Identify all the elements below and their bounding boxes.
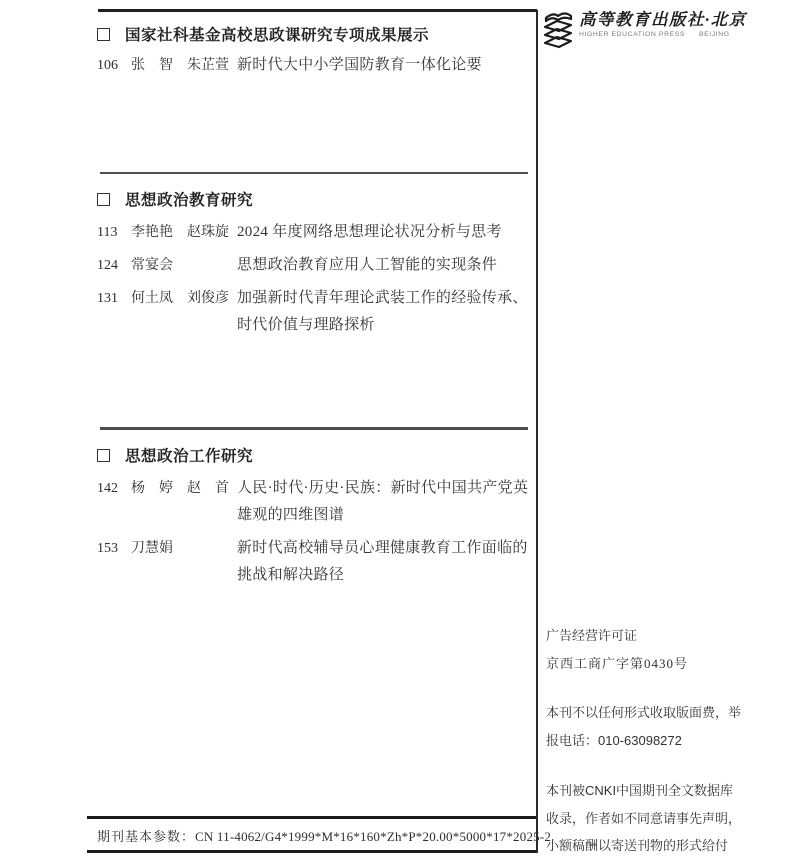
no-fee-line1: 本刊不以任何形式收取版面费，举 <box>546 705 742 720</box>
ad-license-number: 京西工商广字第0430号 <box>546 656 689 671</box>
page-number: 131 <box>97 291 118 306</box>
cnki-line1: 本刊被CNKI中国期刊全文数据库 <box>546 783 734 798</box>
section-title: 思想政治教育研究 <box>125 192 254 209</box>
publisher-city: BEIJING <box>698 31 730 38</box>
authors: 常宴会 <box>131 258 173 273</box>
authors: 李艳艳 赵珠旋 <box>131 225 229 240</box>
article-title: 人民·时代·历史·民族：新时代中国共产党英雄观的四维图谱 <box>237 480 529 523</box>
section-divider-1 <box>100 172 528 174</box>
section-header-work-research <box>97 445 253 465</box>
ad-license-notice <box>546 622 796 678</box>
toc-item <box>97 475 537 529</box>
publisher-name-en: HIGHER EDUCATION PRESS BEIJING <box>579 31 730 38</box>
section-divider-2 <box>100 427 528 430</box>
section-title: 国家社科基金高校思政课研究专项成果展示 <box>125 27 430 44</box>
toc-item <box>97 52 537 79</box>
publisher-logo <box>541 10 797 54</box>
authors: 张 智 朱芷萱 <box>131 58 229 73</box>
article-title: 加强新时代青年理论武装工作的经验传承、时代价值与理路探析 <box>237 290 528 333</box>
authors: 杨 婷 赵 首 <box>131 481 229 496</box>
page-number: 124 <box>97 258 118 273</box>
article-title: 新时代大中小学国防教育一体化论要 <box>237 57 482 73</box>
article-title: 2024 年度网络思想理论状况分析与思考 <box>237 224 502 240</box>
stacked-books-icon <box>541 10 575 52</box>
page-number: 142 <box>97 481 118 496</box>
section-marker-square-icon <box>97 449 110 462</box>
page-number: 113 <box>97 225 118 240</box>
toc-item <box>97 285 537 339</box>
toc-item <box>97 252 537 279</box>
section-marker-square-icon <box>97 193 110 206</box>
vertical-divider <box>536 10 538 853</box>
authors: 刀慧娟 <box>131 541 173 556</box>
page-number: 106 <box>97 58 118 73</box>
journal-basic-parameters <box>97 826 552 845</box>
journal-params-value: CN 11-4062/G4*1999*M*16*160*Zh*P*20.00*5000*17*2025-2 <box>195 829 552 844</box>
journal-params-rule-bottom <box>87 850 536 853</box>
journal-params-rule-top <box>87 816 536 819</box>
cnki-notice <box>546 777 796 860</box>
no-fee-line2: 报电话：010-63098272 <box>546 733 682 748</box>
cnki-line2: 收录，作者如不同意请事先声明， <box>546 810 742 826</box>
top-rule <box>98 9 537 12</box>
no-fee-notice <box>546 699 796 755</box>
cnki-line3: 小额稿酬以寄送刊物的形式给付 <box>546 838 729 853</box>
section-header-education-research <box>97 189 253 209</box>
article-title: 新时代高校辅导员心理健康教育工作面临的挑战和解决路径 <box>237 540 528 583</box>
article-title: 思想政治教育应用人工智能的实现条件 <box>237 257 498 273</box>
section-header-special-results <box>97 24 429 44</box>
publisher-logo-text <box>579 10 747 38</box>
section-marker-square-icon <box>97 28 110 41</box>
section-title: 思想政治工作研究 <box>125 448 254 465</box>
toc-item <box>97 219 537 246</box>
authors: 何土凤 刘俊彦 <box>131 291 229 306</box>
toc-item <box>97 535 537 589</box>
page-number: 153 <box>97 541 118 556</box>
journal-params-label: 期刊基本参数： <box>97 829 196 844</box>
ad-license-title: 广告经营许可证 <box>546 628 638 643</box>
publisher-name-cn: 高等教育出版社·北京 <box>579 10 747 29</box>
